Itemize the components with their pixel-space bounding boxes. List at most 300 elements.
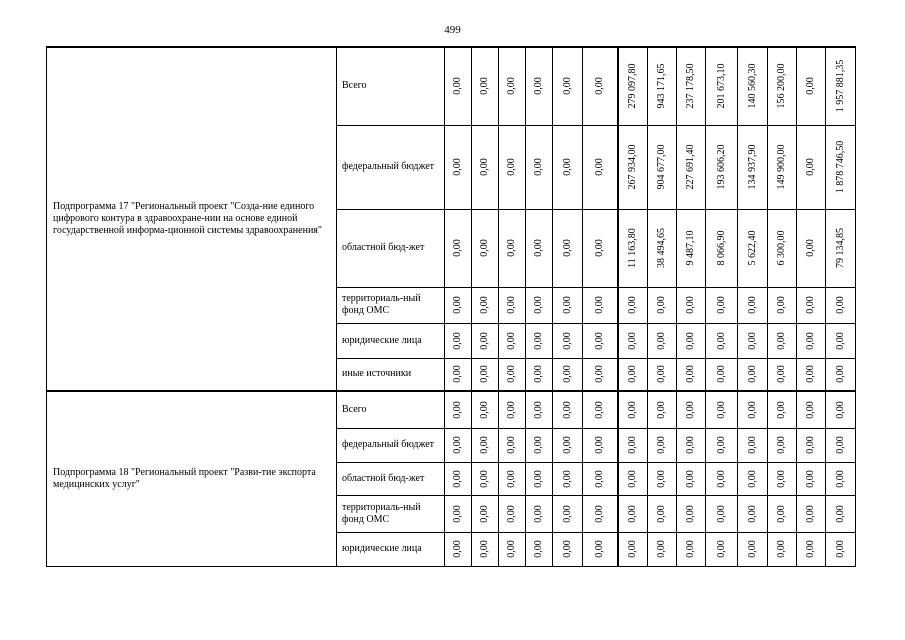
value-cell [618, 125, 648, 209]
value-cell [738, 287, 768, 323]
table-row [47, 391, 856, 428]
value-text: 0,00 [561, 540, 573, 558]
value-cell [499, 209, 526, 287]
value-cell [648, 462, 677, 495]
value-text: 0,00 [656, 540, 667, 558]
value-cell [472, 532, 499, 566]
value-text: 0,00 [805, 158, 816, 176]
funding-source-label: федеральный бюджет [337, 125, 445, 209]
value-cell [706, 462, 738, 495]
value-text: 0,00 [593, 77, 605, 95]
value-cell [706, 287, 738, 323]
value-text: 0,00 [593, 296, 605, 314]
value-cell [797, 209, 826, 287]
value-text: 0,00 [685, 365, 696, 383]
value-text: 0,00 [533, 540, 544, 558]
value-text: 0,00 [805, 77, 816, 95]
value-cell [445, 209, 472, 287]
value-text: 267 934,00 [626, 144, 638, 190]
value-cell [768, 428, 797, 462]
value-text: 0,00 [479, 296, 490, 314]
value-cell [472, 391, 499, 428]
value-cell [526, 462, 553, 495]
value-text: 0,00 [626, 540, 638, 558]
value-cell [445, 495, 472, 532]
value-text: 0,00 [593, 469, 605, 488]
value-text: 0,00 [452, 331, 463, 350]
value-text: 237 178,50 [685, 63, 696, 109]
value-cell [445, 462, 472, 495]
value-text: 1 878 746,50 [834, 140, 846, 194]
value-cell [445, 428, 472, 462]
value-text: 0,00 [561, 436, 573, 454]
value-cell [472, 323, 499, 358]
value-cell [768, 391, 797, 428]
value-cell [618, 209, 648, 287]
value-cell [583, 495, 618, 532]
value-cell [706, 125, 738, 209]
value-cell [677, 532, 706, 566]
value-text: 5 622,40 [746, 230, 758, 266]
value-cell [797, 391, 826, 428]
value-text: 8 066,90 [715, 230, 727, 266]
value-text: 0,00 [834, 469, 846, 488]
value-text: 0,00 [506, 436, 517, 454]
funding-source-label: территориаль-ный фонд ОМС [337, 287, 445, 323]
value-text: 0,00 [533, 296, 544, 314]
value-cell [738, 532, 768, 566]
value-cell [706, 532, 738, 566]
value-cell [553, 287, 583, 323]
value-cell [553, 358, 583, 391]
value-cell [618, 495, 648, 532]
value-text: 0,00 [656, 296, 667, 314]
value-text: 0,00 [479, 469, 490, 488]
value-cell [738, 47, 768, 125]
program-name: Подпрограмма 18 "Региональный проект "Разви-тие экспорта медицинских услуг" [47, 391, 337, 566]
value-text: 0,00 [533, 331, 544, 350]
value-text: 0,00 [805, 331, 816, 350]
value-cell [583, 323, 618, 358]
value-text: 0,00 [776, 540, 787, 558]
value-text: 0,00 [506, 401, 517, 419]
value-cell [472, 287, 499, 323]
value-text: 0,00 [533, 401, 544, 419]
value-cell [677, 391, 706, 428]
value-cell [648, 391, 677, 428]
value-cell [648, 323, 677, 358]
value-cell [499, 391, 526, 428]
value-cell [583, 462, 618, 495]
value-cell [797, 358, 826, 391]
funding-source-label: областной бюд-жет [337, 462, 445, 495]
value-cell [445, 391, 472, 428]
value-cell [553, 428, 583, 462]
value-cell [706, 495, 738, 532]
value-text: 0,00 [593, 331, 605, 350]
value-text: 0,00 [506, 504, 517, 523]
value-text: 0,00 [452, 504, 463, 523]
value-cell [768, 125, 797, 209]
value-text: 0,00 [593, 504, 605, 523]
value-text: 0,00 [805, 436, 816, 454]
value-cell [583, 428, 618, 462]
value-text: 0,00 [805, 365, 816, 383]
value-text: 38 494,65 [656, 228, 667, 268]
value-text: 140 560,30 [746, 63, 758, 109]
value-cell [797, 47, 826, 125]
value-text: 0,00 [452, 469, 463, 488]
value-text: 193 606,20 [715, 144, 727, 190]
value-text: 0,00 [626, 469, 638, 488]
value-cell [797, 495, 826, 532]
value-cell [797, 287, 826, 323]
value-cell [472, 209, 499, 287]
value-text: 0,00 [506, 469, 517, 488]
value-text: 0,00 [479, 158, 490, 176]
value-cell [677, 125, 706, 209]
value-text: 0,00 [715, 436, 727, 454]
value-cell [648, 428, 677, 462]
value-text: 0,00 [479, 77, 490, 95]
value-text: 0,00 [834, 436, 846, 454]
value-text: 0,00 [805, 469, 816, 488]
value-cell [768, 462, 797, 495]
value-cell [768, 287, 797, 323]
value-text: 0,00 [805, 239, 816, 257]
value-cell [526, 358, 553, 391]
value-cell [553, 323, 583, 358]
value-text: 0,00 [715, 401, 727, 419]
value-text: 227 691,40 [685, 144, 696, 190]
value-cell [706, 428, 738, 462]
value-cell [677, 358, 706, 391]
value-cell [445, 125, 472, 209]
value-cell [826, 47, 856, 125]
value-text: 0,00 [746, 331, 758, 350]
value-cell [499, 323, 526, 358]
value-cell [499, 287, 526, 323]
value-text: 0,00 [805, 504, 816, 523]
value-text: 0,00 [656, 365, 667, 383]
value-cell [677, 47, 706, 125]
page-number: 499 [444, 24, 461, 36]
funding-source-label: федеральный бюджет [337, 428, 445, 462]
value-cell [677, 428, 706, 462]
value-text: 0,00 [656, 401, 667, 419]
value-cell [618, 323, 648, 358]
value-cell [677, 287, 706, 323]
funding-source-label: областной бюд-жет [337, 209, 445, 287]
value-text: 0,00 [506, 540, 517, 558]
value-cell [826, 428, 856, 462]
value-cell [472, 495, 499, 532]
value-text: 0,00 [452, 296, 463, 314]
value-cell [472, 462, 499, 495]
value-cell [583, 532, 618, 566]
value-cell [499, 532, 526, 566]
value-text: 0,00 [479, 436, 490, 454]
value-cell [826, 462, 856, 495]
value-text: 0,00 [506, 158, 517, 176]
value-cell [826, 532, 856, 566]
value-text: 0,00 [452, 158, 463, 176]
value-cell [526, 428, 553, 462]
value-text: 904 677,00 [656, 144, 667, 190]
value-cell [499, 47, 526, 125]
value-text: 0,00 [479, 239, 490, 257]
value-cell [526, 47, 553, 125]
value-text: 0,00 [626, 436, 638, 454]
value-text: 0,00 [656, 331, 667, 350]
value-text: 0,00 [533, 77, 544, 95]
value-text: 0,00 [834, 365, 846, 383]
value-text: 0,00 [834, 401, 846, 419]
value-cell [826, 358, 856, 391]
value-text: 0,00 [479, 504, 490, 523]
value-text: 0,00 [746, 401, 758, 419]
value-text: 0,00 [685, 469, 696, 488]
value-cell [738, 462, 768, 495]
value-cell [618, 391, 648, 428]
value-text: 0,00 [805, 540, 816, 558]
funding-source-label: территориаль-ный фонд ОМС [337, 495, 445, 532]
value-text: 0,00 [626, 504, 638, 523]
value-cell [526, 209, 553, 287]
value-text: 0,00 [593, 365, 605, 383]
value-text: 0,00 [834, 331, 846, 350]
value-cell [677, 462, 706, 495]
value-cell [648, 47, 677, 125]
value-text: 0,00 [656, 469, 667, 488]
value-cell [797, 532, 826, 566]
value-text: 0,00 [561, 401, 573, 419]
value-text: 0,00 [685, 401, 696, 419]
value-text: 0,00 [776, 331, 787, 350]
value-text: 0,00 [685, 504, 696, 523]
value-text: 0,00 [479, 401, 490, 419]
value-text: 0,00 [452, 365, 463, 383]
value-text: 0,00 [834, 540, 846, 558]
value-text: 0,00 [685, 331, 696, 350]
value-text: 0,00 [561, 504, 573, 523]
value-cell [553, 462, 583, 495]
value-text: 9 487,10 [685, 230, 696, 266]
value-cell [499, 358, 526, 391]
value-text: 0,00 [479, 540, 490, 558]
value-text: 0,00 [626, 296, 638, 314]
value-cell [583, 125, 618, 209]
value-text: 0,00 [746, 365, 758, 383]
value-text: 0,00 [626, 365, 638, 383]
value-cell [706, 358, 738, 391]
value-text: 0,00 [626, 401, 638, 419]
value-cell [618, 428, 648, 462]
value-cell [445, 358, 472, 391]
value-cell [706, 47, 738, 125]
value-text: 0,00 [561, 239, 573, 257]
value-text: 279 097,80 [626, 63, 638, 109]
value-cell [499, 495, 526, 532]
value-text: 0,00 [561, 469, 573, 488]
value-cell [618, 462, 648, 495]
value-text: 0,00 [776, 469, 787, 488]
value-cell [583, 209, 618, 287]
value-cell [618, 358, 648, 391]
value-cell [826, 323, 856, 358]
value-text: 0,00 [746, 469, 758, 488]
value-cell [526, 495, 553, 532]
funding-source-label: Всего [337, 391, 445, 428]
funding-source-label: иные источники [337, 358, 445, 391]
value-text: 0,00 [685, 296, 696, 314]
value-text: 0,00 [746, 436, 758, 454]
value-text: 0,00 [479, 365, 490, 383]
value-cell [618, 287, 648, 323]
value-text: 0,00 [746, 540, 758, 558]
value-text: 0,00 [561, 77, 573, 95]
value-text: 0,00 [656, 436, 667, 454]
value-cell [499, 462, 526, 495]
value-cell [499, 125, 526, 209]
table-row [47, 47, 856, 125]
value-cell [526, 287, 553, 323]
value-cell [768, 495, 797, 532]
value-text: 149 900,00 [776, 144, 787, 190]
value-text: 0,00 [561, 296, 573, 314]
funding-source-label: юридические лица [337, 323, 445, 358]
value-cell [553, 125, 583, 209]
value-cell [553, 47, 583, 125]
value-cell [648, 287, 677, 323]
value-text: 0,00 [506, 77, 517, 95]
value-cell [826, 287, 856, 323]
value-text: 0,00 [452, 436, 463, 454]
value-text: 0,00 [533, 239, 544, 257]
value-cell [583, 47, 618, 125]
value-cell [553, 532, 583, 566]
value-text: 0,00 [452, 401, 463, 419]
funding-source-label: юридические лица [337, 532, 445, 566]
value-text: 0,00 [685, 540, 696, 558]
value-cell [768, 209, 797, 287]
value-cell [826, 495, 856, 532]
value-text: 0,00 [452, 540, 463, 558]
value-cell [648, 358, 677, 391]
value-text: 0,00 [506, 239, 517, 257]
value-cell [826, 125, 856, 209]
value-cell [738, 209, 768, 287]
value-cell [797, 462, 826, 495]
value-cell [618, 47, 648, 125]
value-cell [553, 391, 583, 428]
value-cell [677, 323, 706, 358]
value-text: 0,00 [776, 296, 787, 314]
value-text: 0,00 [776, 504, 787, 523]
value-cell [738, 428, 768, 462]
value-text: 0,00 [715, 331, 727, 350]
value-cell [526, 532, 553, 566]
value-text: 0,00 [776, 436, 787, 454]
value-cell [826, 209, 856, 287]
value-cell [677, 209, 706, 287]
value-text: 0,00 [533, 436, 544, 454]
value-text: 0,00 [834, 296, 846, 314]
value-text: 0,00 [805, 296, 816, 314]
value-cell [472, 428, 499, 462]
value-cell [583, 358, 618, 391]
value-cell [445, 323, 472, 358]
value-text: 0,00 [533, 469, 544, 488]
funding-table [46, 46, 856, 567]
value-text: 0,00 [506, 365, 517, 383]
value-cell [738, 391, 768, 428]
value-cell [526, 391, 553, 428]
value-text: 0,00 [626, 331, 638, 350]
value-text: 0,00 [715, 504, 727, 523]
value-text: 0,00 [593, 540, 605, 558]
value-cell [797, 428, 826, 462]
value-text: 0,00 [593, 401, 605, 419]
value-text: 0,00 [746, 296, 758, 314]
value-text: 0,00 [715, 365, 727, 383]
value-text: 0,00 [746, 504, 758, 523]
value-text: 0,00 [561, 365, 573, 383]
value-text: 0,00 [805, 401, 816, 419]
value-cell [583, 287, 618, 323]
value-cell [526, 323, 553, 358]
program-name: Подпрограмма 17 "Региональный проект "Созда-ние единого цифрового контура в здравоохране-нии на основе единой государственной информа-ционной системы здравоохранения" [47, 47, 337, 391]
funding-source-label: Всего [337, 47, 445, 125]
value-text: 0,00 [834, 504, 846, 523]
value-text: 0,00 [479, 331, 490, 350]
value-cell [768, 323, 797, 358]
value-text: 0,00 [776, 365, 787, 383]
value-cell [826, 391, 856, 428]
value-cell [677, 495, 706, 532]
value-cell [797, 125, 826, 209]
value-cell [472, 47, 499, 125]
value-cell [445, 47, 472, 125]
value-text: 134 937,90 [746, 144, 758, 190]
value-cell [499, 428, 526, 462]
value-text: 6 300,00 [776, 230, 787, 266]
value-cell [706, 323, 738, 358]
value-text: 0,00 [656, 504, 667, 523]
value-cell [648, 495, 677, 532]
value-cell [618, 532, 648, 566]
value-cell [553, 209, 583, 287]
value-text: 0,00 [561, 331, 573, 350]
value-text: 0,00 [593, 158, 605, 176]
value-text: 0,00 [715, 540, 727, 558]
value-text: 943 171,65 [656, 63, 667, 109]
value-text: 0,00 [715, 296, 727, 314]
value-cell [797, 323, 826, 358]
value-cell [648, 125, 677, 209]
value-cell [768, 358, 797, 391]
value-text: 156 200,00 [776, 63, 787, 109]
value-cell [553, 495, 583, 532]
value-text: 0,00 [533, 365, 544, 383]
value-text: 1 957 881,35 [834, 60, 846, 113]
value-text: 0,00 [593, 436, 605, 454]
value-text: 0,00 [452, 239, 463, 257]
value-text: 0,00 [776, 401, 787, 419]
value-cell [648, 209, 677, 287]
value-text: 0,00 [533, 504, 544, 523]
value-text: 0,00 [715, 469, 727, 488]
